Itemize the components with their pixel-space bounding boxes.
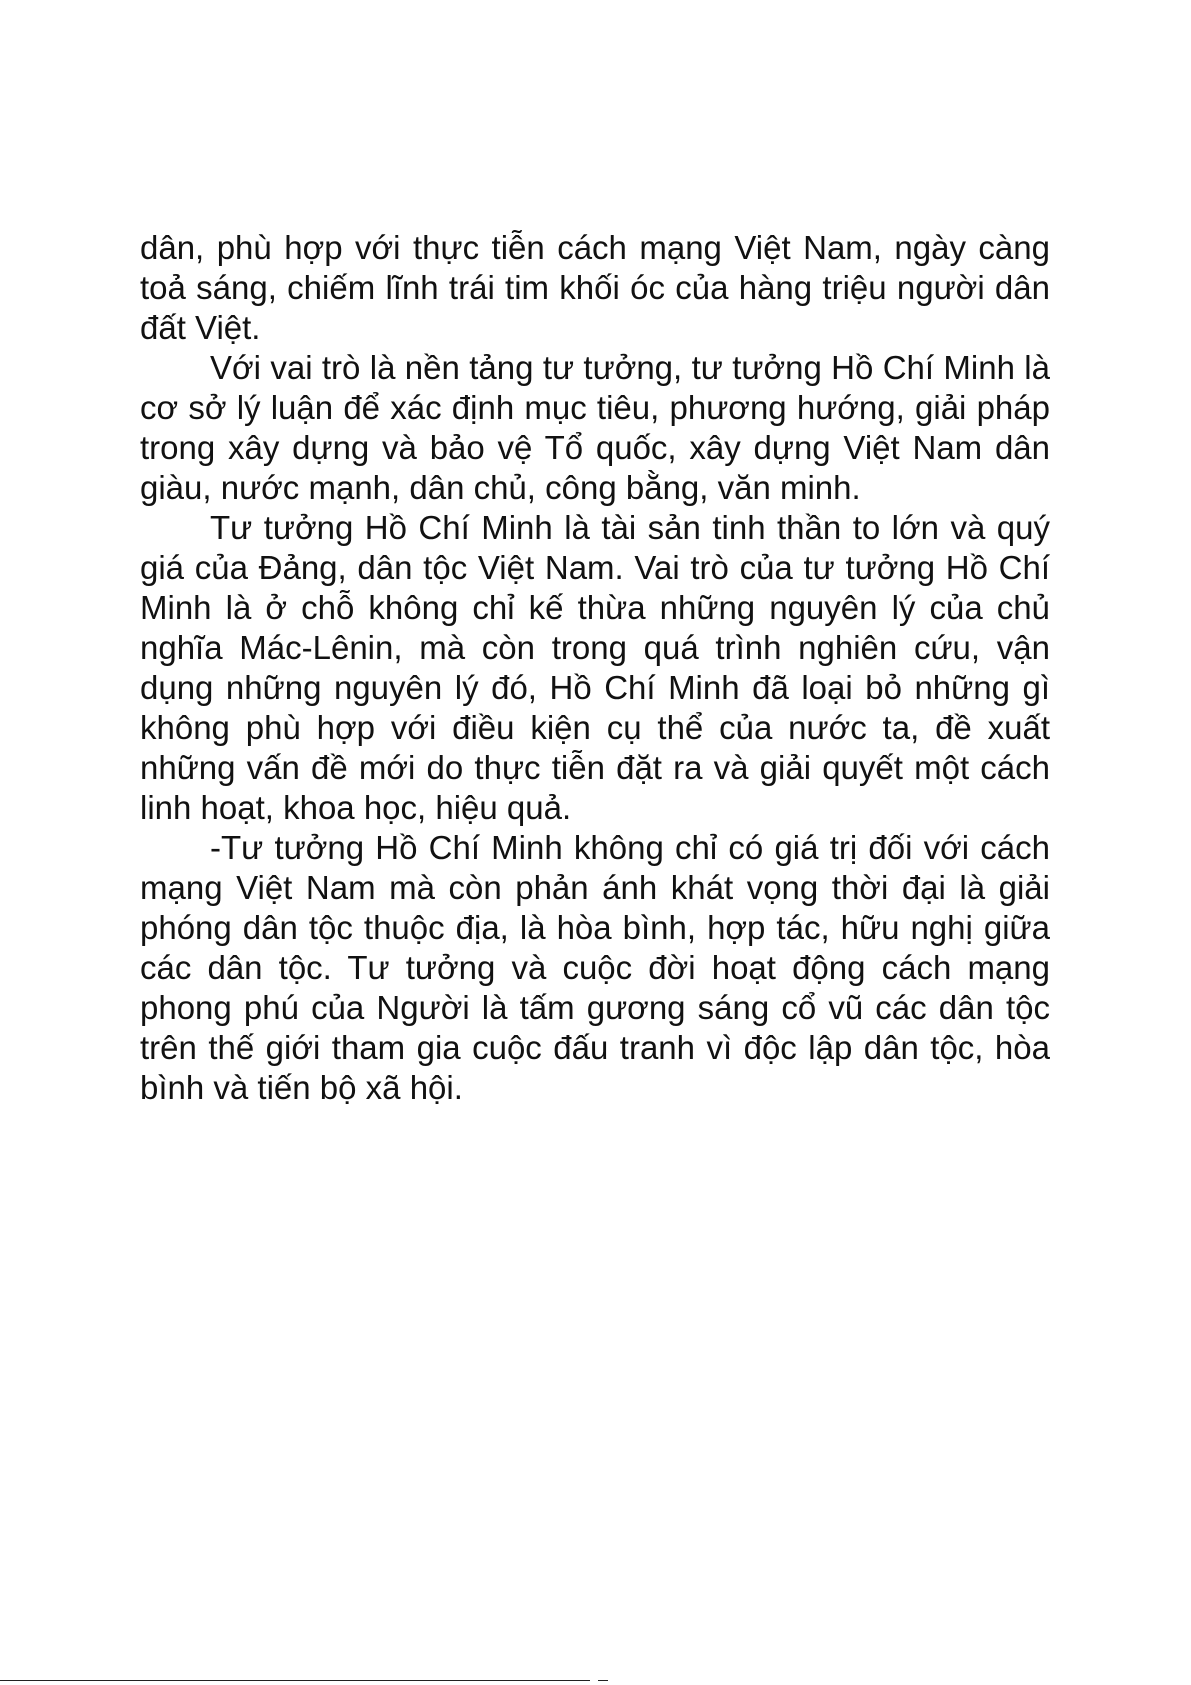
paragraph-1: dân, phù hợp với thực tiễn cách mạng Việt Nam, ngày càng toả sáng, chiếm lĩnh trái tim khối óc của hàng triệu người dân đất Việt. [140,229,1050,346]
footer-rule [0,1680,590,1681]
body-text [140,228,1050,1108]
footer-mark [598,1680,608,1681]
paragraph-2: Với vai trò là nền tảng tư tưởng, tư tưởng Hồ Chí Minh là cơ sở lý luận để xác định mục tiêu, phương hướng, giải pháp trong xây dựng và bảo vệ Tổ quốc, xây dựng Việt Nam dân giàu, nước mạnh, dân chủ, công bằng, văn minh. [140,349,1050,506]
paragraph-3: Tư tưởng Hồ Chí Minh là tài sản tinh thần to lớn và quý giá của Đảng, dân tộc Việt Nam. Vai trò của tư tưởng Hồ Chí Minh là ở chỗ không chỉ kế thừa những nguyên lý của chủ nghĩa Mác-Lênin, mà còn trong quá trình nghiên cứu, vận dụng những nguyên lý đó, Hồ Chí Minh đã loại bỏ những gì không phù hợp với điều kiện cụ thể của nước ta, đề xuất những vấn đề mới do thực tiễn đặt ra và giải quyết một cách linh hoạt, khoa học, hiệu quả. [140,509,1050,826]
paragraph-4: -Tư tưởng Hồ Chí Minh không chỉ có giá trị đối với cách mạng Việt Nam mà còn phản ánh khát vọng thời đại là giải phóng dân tộc thuộc địa, là hòa bình, hợp tác, hữu nghị giữa các dân tộc. Tư tưởng và cuộc đời hoạt động cách mạng phong phú của Người là tấm gương sáng cổ vũ các dân tộc trên thế giới tham gia cuộc đấu tranh vì độc lập dân tộc, hòa bình và tiến bộ xã hội. [140,829,1050,1106]
